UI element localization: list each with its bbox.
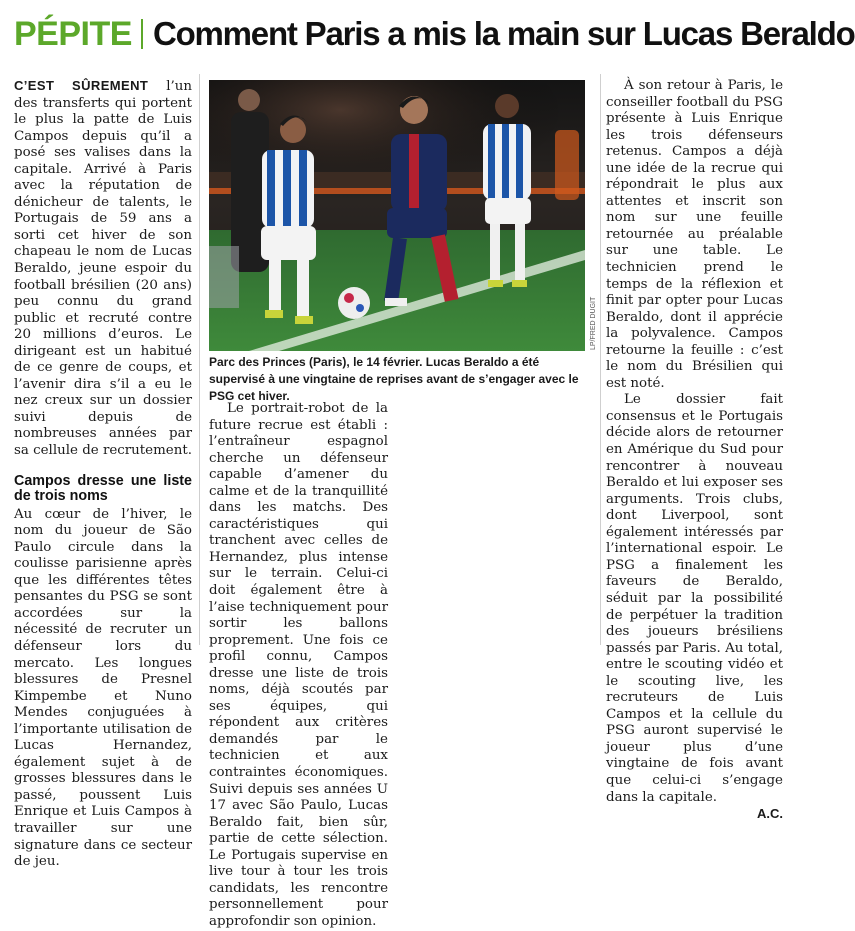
paragraph-2: Au cœur de l’hiver, le nom du joueur de São Paulo circule dans la coulisse parisienne après que les différentes têtes pensantes du PSG se sont accordées sur la nécessité de recruter un défenseur lors du mercato. Les longues blessures de Presnel Kimpembe et Nuno Mendes conjuguées à l’importante utilisation de Lucas Hernandez, également sujet à de grosses blessures dans le passé, poussent Luis Enrique et Luis Campos à travailler sur une signature dans ce secteur de jeu. <box>14 506 192 870</box>
headline-kicker: PÉPITE <box>14 14 132 53</box>
column-1 <box>14 78 192 870</box>
headline-title: Comment Paris a mis la main sur Lucas Beraldo <box>152 15 855 52</box>
paragraph-intro <box>14 78 192 460</box>
headline-separator <box>141 19 143 49</box>
match-photo <box>209 80 585 351</box>
column-divider-right <box>600 74 601 645</box>
lead-in: C’EST SÛREMENT <box>14 78 149 93</box>
column-divider <box>199 74 200 645</box>
column-4 <box>606 78 783 822</box>
paragraph-intro-text: l’un des transferts qui portent le plus la patte de Luis Campos depuis qu’il a posé ses valises dans la capitale. Arrivé à Paris avec la réputation de dénicheur de talents, le Portugais de 59 ans a sorti cet hiver de son chapeau le nom de Lucas Beraldo, jeune espoir du football brésilien (20 ans) peu connu du grand public et recruté contre 20 millions d’euros. Le dirigeant est un habitué de ce genre de coups, et l’avenir dira s’il a eu le nez creux sur un dossier suivi depuis de nombreuses années par sa cellule de recrutement. <box>14 79 192 459</box>
paragraph-3: Le portrait-robot de la future recrue est établi : l’entraîneur espagnol cherche un défenseur capable d’amener du calme et de la tranquillité dans les matchs. Des caractéristiques qui tranchent avec celles de Hernandez, plus intense sur le terrain. Celui-ci doit également être à l’aise techniquement pour sortir les ballons proprement. Une fois ce profil connu, Campos dresse une liste de trois noms, déjà scoutés par ses équipes, qui répondent aux critères demandés par le technicien et aux contraintes économiques. Suivi depuis ses années U 17 avec São Paulo, Lucas Beraldo fait, bien sûr, partie de cette sélection. Le Portugais supervise en live tour à tour les trois candidats, les rencontre personnellement pour approfondir son opinion. <box>209 401 388 929</box>
paragraph-4: À son retour à Paris, le conseiller football du PSG présente à Luis Enrique les trois défenseurs retenus. Campos a déjà une idée de la recrue qui répondrait le plus aux attentes et inscrit son nom sur une feuille retournée au préalable sur une table. Le technicien prend le temps de la réflexion et finit par opter pour Lucas Beraldo, dont il apprécie la polyvalence. Campos retourne la feuille : c’est le nom du Brésilien qui est noté. <box>606 78 783 391</box>
author-signature: A.C. <box>757 806 783 822</box>
photo-credit: LP/FRED DUGIT <box>590 296 597 350</box>
section-subhead: Campos dresse une liste de trois noms <box>14 472 192 505</box>
headline <box>14 12 855 56</box>
column-2 <box>209 401 388 929</box>
photo-caption: Parc des Princes (Paris), le 14 février. Lucas Beraldo a été supervisé à une vingtaine de reprises avant de s’engager avec le PSG cet hiver. <box>209 355 579 403</box>
paragraph-5: Le dossier fait consensus et le Portugais décide alors de retourner en Amérique du Sud pour rencontrer à nouveau Beraldo et lui exposer ses arguments. Trois clubs, dont Liverpool, sont également intéressés par l’international espoir. Le PSG a finalement les faveurs de Beraldo, séduit par la possibilité de perpétuer la tradition des joueurs brésiliens passés par Paris. Au total, entre le scouting vidéo et le scouting live, les recruteurs de Luis Campos et la cellule du PSG auront supervisé le joueur plus d’une vingtaine de fois avant que celui-ci s’engage dans la capitale. <box>606 392 783 805</box>
